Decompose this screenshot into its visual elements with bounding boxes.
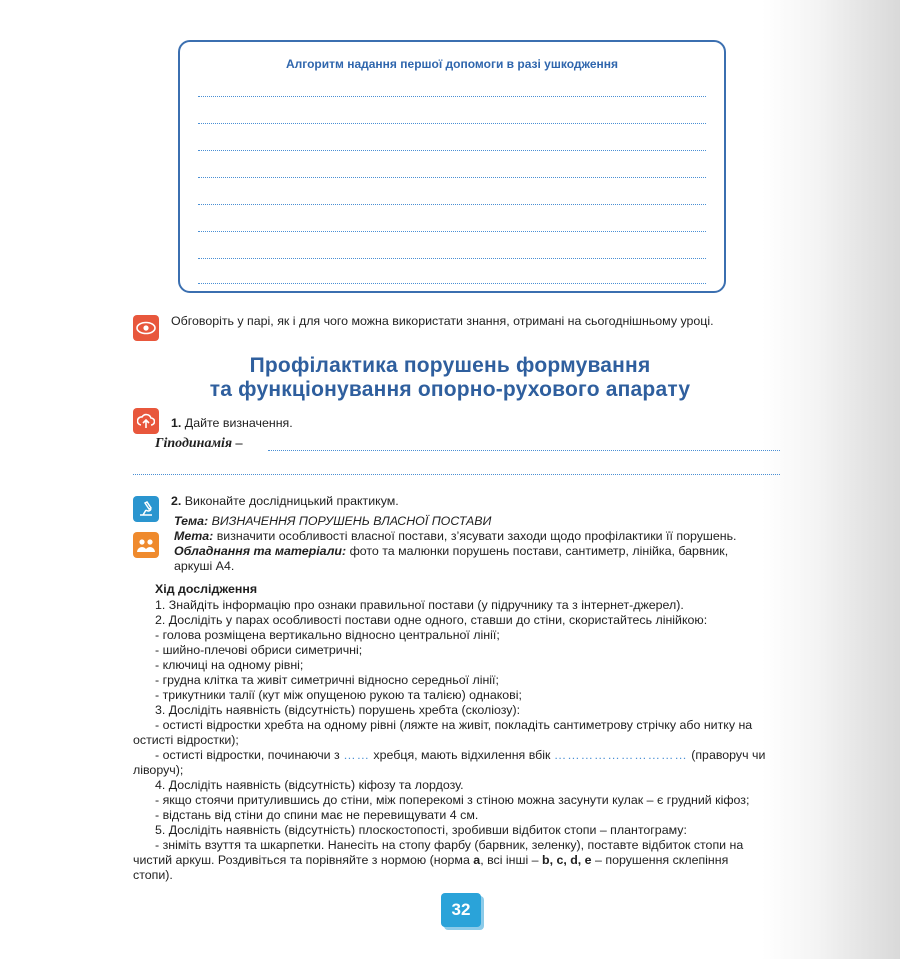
procedure-line: - остисті відростки хребта на одному рівні (ляжте на живіт, покладіть сантиметрову стрічку або нитку на [155, 718, 753, 732]
procedure-line: - відстань від стіни до спини має не перевищувати 4 см. [155, 808, 479, 822]
procedure-line: - ключиці на одному рівні; [155, 658, 304, 672]
group-icon [133, 532, 159, 558]
procedure-title: Хід дослідження [155, 582, 258, 596]
algorithm-box [178, 40, 726, 293]
answer-line[interactable] [198, 150, 706, 151]
vertebra-text-b: хребця, мають відхилення вбік [373, 748, 551, 762]
eye-icon [133, 315, 159, 341]
goal-line [174, 529, 736, 543]
procedure-line: 5. Дослідіть наявність (відсутність) плоскостопості, зробивши відбиток стопи – плантограму: [155, 823, 687, 837]
answer-line[interactable] [198, 96, 706, 97]
task1-number: 1. [171, 416, 182, 430]
topic-value: ВИЗНАЧЕННЯ ПОРУШЕНЬ ВЛАСНОЇ ПОСТАВИ [211, 514, 492, 528]
discuss-text: Обговоріть у парі, як і для чого можна використати знання, отримані на сьогоднішньому уроці. [171, 314, 714, 328]
norm-text: чистий аркуш. Роздивіться та порівняйте з нормою (норма [133, 853, 470, 867]
section-heading-line1: Профілактика порушень формування [249, 354, 651, 377]
norm-mid: , всі інші – [480, 853, 539, 867]
definition-answer-line[interactable] [133, 474, 780, 475]
answer-line[interactable] [198, 258, 706, 259]
goal-value: визначити особливості власної постави, з’ясувати заходи щодо профілактики її порушень. [216, 529, 737, 543]
algorithm-title: Алгоритм надання першої допомоги в разі ушкодження [285, 57, 619, 71]
procedure-line: - зніміть взуття та шкарпетки. Нанесіть на стопу фарбу (барвник, зеленку), поставте відбиток стопи на [155, 838, 744, 852]
task2-text: Виконайте дослідницький практикум. [184, 494, 399, 508]
procedure-line: - голова розміщена вертикально відносно центральної лінії; [155, 628, 500, 642]
procedure-line: - шийно-плечові обриси симетричні; [155, 643, 363, 657]
task2-label [171, 494, 399, 508]
vertebra-text-a: - остисті відростки, починаючи з [155, 748, 340, 762]
procedure-line: 1. Знайдіть інформацію про ознаки правильної постави (у підручнику та з інтернет-джерел). [155, 598, 684, 612]
norm-bcde: b, c, d, e [542, 853, 592, 867]
equipment-value-2: аркуші А4. [174, 559, 235, 573]
procedure-line: остисті відростки); [133, 733, 239, 747]
procedure-line: - якщо стоячи притулившись до стіни, між поперекомі з стіною можна засунути кулак – є грудний кіфоз; [155, 793, 750, 807]
upload-icon [133, 408, 159, 434]
page-edge-shadow [762, 0, 900, 959]
definition-term: Гіподинамія – [155, 436, 243, 451]
task1-text: Дайте визначення. [184, 416, 293, 430]
procedure-line: - трикутники талії (кут між опущеною рукою та талією) однакові; [155, 688, 522, 702]
norm-line [133, 853, 728, 867]
procedure-line: ліворуч); [133, 763, 184, 777]
answer-line[interactable] [198, 204, 706, 205]
answer-line[interactable] [198, 283, 706, 284]
definition-answer-line[interactable] [268, 450, 780, 451]
page-number: 32 [441, 893, 481, 927]
procedure-line: стопи). [133, 868, 173, 882]
norm-end: – порушення склепіння [595, 853, 729, 867]
procedure-line: 3. Дослідіть наявність (відсутність) порушень хребта (сколіозу): [155, 703, 521, 717]
norm-a: а [473, 853, 481, 867]
procedure-line: - грудна клітка та живіт симетричні відносно середньої лінії; [155, 673, 499, 687]
microscope-icon [133, 496, 159, 522]
goal-label: Мета: [174, 529, 214, 543]
answer-line[interactable] [198, 123, 706, 124]
section-heading-line2: та функціонування опорно-рухового апарату [209, 378, 691, 401]
equipment-value-1: фото та малюнки порушень постави, сантиметр, лінійка, барвник, [349, 544, 729, 558]
vertebra-line [155, 748, 765, 762]
topic-label: Тема: [174, 514, 209, 528]
task2-number: 2. [171, 494, 182, 508]
task1-label [171, 416, 293, 430]
answer-line[interactable] [198, 177, 706, 178]
answer-line[interactable] [198, 231, 706, 232]
topic-line [174, 514, 491, 528]
procedure-line: 4. Дослідіть наявність (відсутність) кіфозу та лордозу. [155, 778, 464, 792]
equipment-label: Обладнання та матеріали: [174, 544, 347, 558]
procedure-line: 2. Дослідіть у парах особливості постави одне одного, ставши до стіни, скористайтесь лінійкою: [155, 613, 708, 627]
equipment-line [174, 544, 728, 558]
vertebra-text-c: (праворуч чи [691, 748, 766, 762]
vertebra-blank[interactable]: …… [343, 748, 370, 762]
deviation-blank[interactable]: ………………………… [553, 748, 688, 762]
